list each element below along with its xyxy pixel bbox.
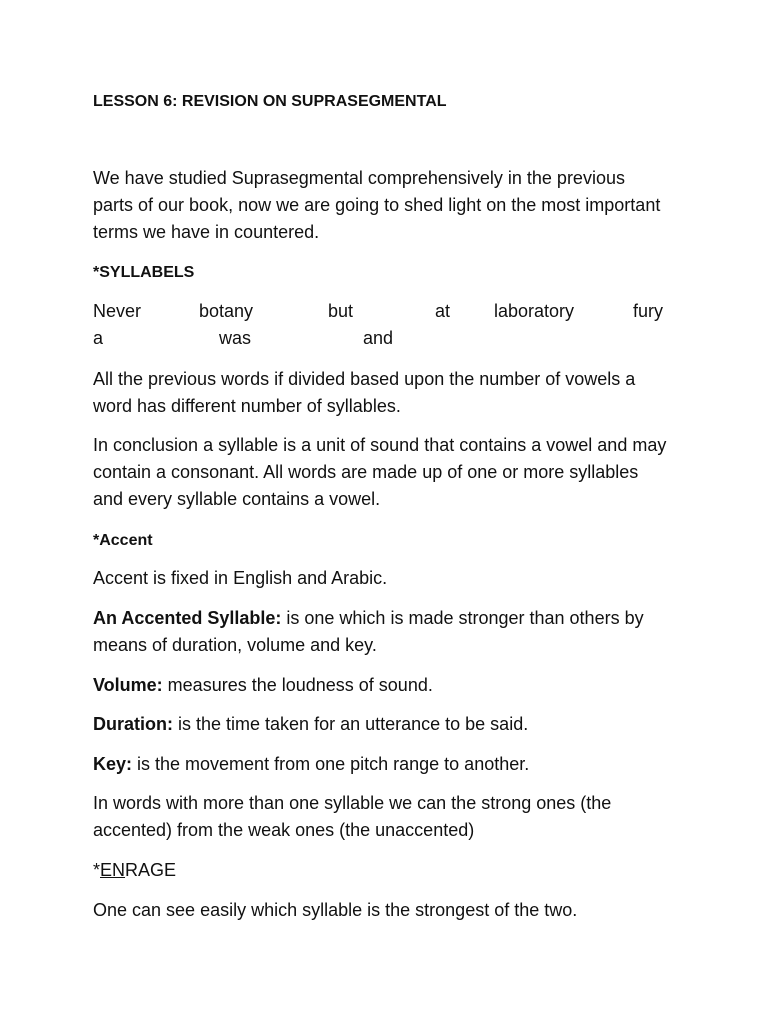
example-words-row-2 [93,325,669,352]
enrage-rest: RAGE [125,860,177,880]
example-word: fury [633,301,664,321]
multi-syllable-paragraph: In words with more than one syllable we can the strong ones (the accented) from the weak ones (the unaccented) [93,793,612,840]
accent-fixed-paragraph: Accent is fixed in English and Arabic. [93,568,388,588]
example-word: at [435,301,451,321]
accent-heading: *Accent [93,532,153,549]
definition-term: Volume: [93,675,163,695]
accented-syllable-definition [93,605,669,659]
document-page [93,0,669,1024]
example-word: laboratory [494,301,575,321]
duration-definition [93,711,669,738]
definition-text: is one which is made stronger than others by means of duration, volume and key. [93,608,644,655]
definition-term: Key: [93,754,133,774]
enrage-prefix: * [93,860,101,880]
example-word: botany [199,301,254,321]
example-word: but [328,301,354,321]
intro-paragraph: We have studied Suprasegmental comprehensively in the previous parts of our book, now we are going to shed light on the most important terms we have in countered. [93,168,661,242]
key-definition [93,751,669,778]
conclusion-paragraph: In conclusion a syllable is a unit of sound that contains a vowel and may contain a consonant. All words are made up of one or more syllables and every syllable contains a vowel. [93,435,667,509]
example-word: was [219,328,252,348]
definition-term: An Accented Syllable: [93,608,282,628]
definition-term: Duration: [93,714,173,734]
definition-text: is the time taken for an utterance to be said. [173,714,529,734]
final-paragraph: One can see easily which syllable is the strongest of the two. [93,900,578,920]
enrage-example [93,857,669,884]
volume-definition [93,672,669,699]
example-word: a [93,328,104,348]
enrage-stressed-syllable: EN [100,860,126,880]
example-word: Never [93,301,142,321]
example-words-row-1 [93,298,669,325]
syllable-count-paragraph: All the previous words if divided based upon the number of vowels a word has different number of syllables. [93,369,636,416]
definition-text: measures the loudness of sound. [162,675,433,695]
lesson-title: LESSON 6: REVISION ON SUPRASEGMENTAL [93,93,447,110]
definition-text: is the movement from one pitch range to another. [132,754,530,774]
syllables-heading: *SYLLABELS [93,264,195,281]
example-word: and [363,328,394,348]
